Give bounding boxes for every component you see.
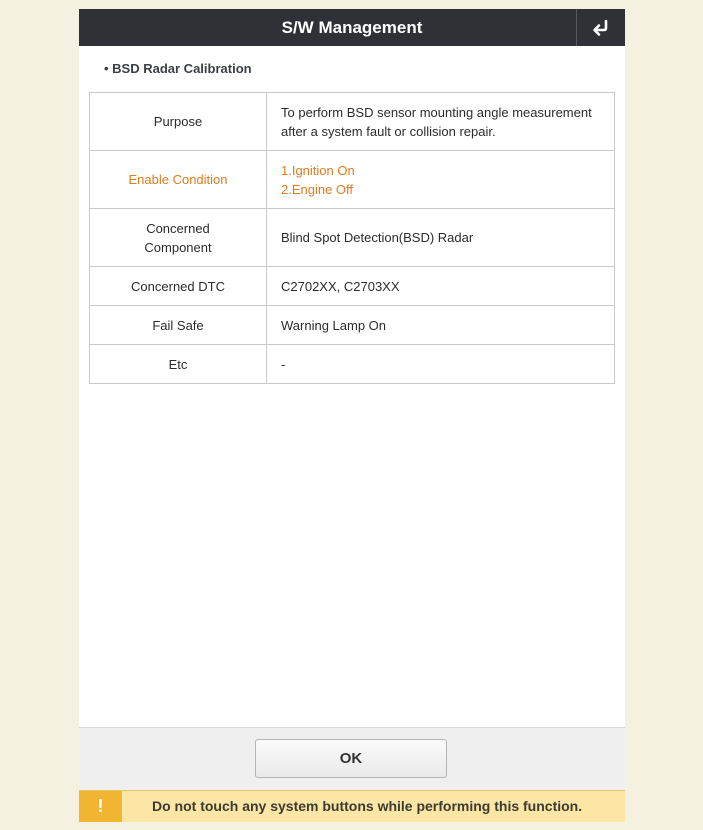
title-bar bbox=[79, 9, 625, 46]
row-label: Enable Condition bbox=[90, 151, 267, 209]
back-button[interactable] bbox=[576, 9, 625, 46]
row-value bbox=[267, 93, 615, 151]
value-line: C2702XX, C2703XX bbox=[281, 278, 400, 294]
table-row-enable-condition bbox=[90, 151, 615, 209]
action-bar bbox=[79, 727, 625, 791]
row-label: Purpose bbox=[90, 93, 267, 151]
row-value bbox=[267, 209, 615, 267]
table-row-etc bbox=[90, 345, 615, 384]
info-table bbox=[89, 92, 615, 384]
table-row-purpose bbox=[90, 93, 615, 151]
return-arrow-icon bbox=[591, 19, 611, 37]
value-line: To perform BSD sensor mounting angle measurement bbox=[281, 104, 592, 120]
table-row-fail-safe bbox=[90, 306, 615, 345]
row-value bbox=[267, 267, 615, 306]
ok-button[interactable]: OK bbox=[255, 739, 447, 778]
value-line: 1.Ignition On bbox=[281, 162, 355, 178]
value-line: Blind Spot Detection(BSD) Radar bbox=[281, 230, 474, 245]
warning-banner bbox=[79, 790, 625, 822]
row-label: Etc bbox=[90, 345, 267, 384]
row-label: Concerned DTC bbox=[90, 267, 267, 306]
row-value bbox=[267, 151, 615, 209]
value-line: 2.Engine Off bbox=[281, 181, 354, 197]
row-label: Fail Safe bbox=[90, 306, 267, 345]
page-title: S/W Management bbox=[281, 18, 423, 37]
row-label: Concerned Component bbox=[90, 209, 267, 267]
exclamation-icon: ! bbox=[79, 791, 122, 822]
warning-text: Do not touch any system buttons while performing this function. bbox=[152, 798, 583, 814]
section-title: • BSD Radar Calibration bbox=[104, 61, 252, 76]
table-row-concerned-component bbox=[90, 209, 615, 267]
value-line: Warning Lamp On bbox=[281, 317, 387, 333]
table-row-concerned-dtc bbox=[90, 267, 615, 306]
row-value bbox=[267, 345, 615, 384]
row-value bbox=[267, 306, 615, 345]
value-line: - bbox=[281, 356, 286, 372]
value-line: after a system fault or collision repair. bbox=[281, 123, 496, 139]
sw-management-window bbox=[79, 9, 625, 821]
